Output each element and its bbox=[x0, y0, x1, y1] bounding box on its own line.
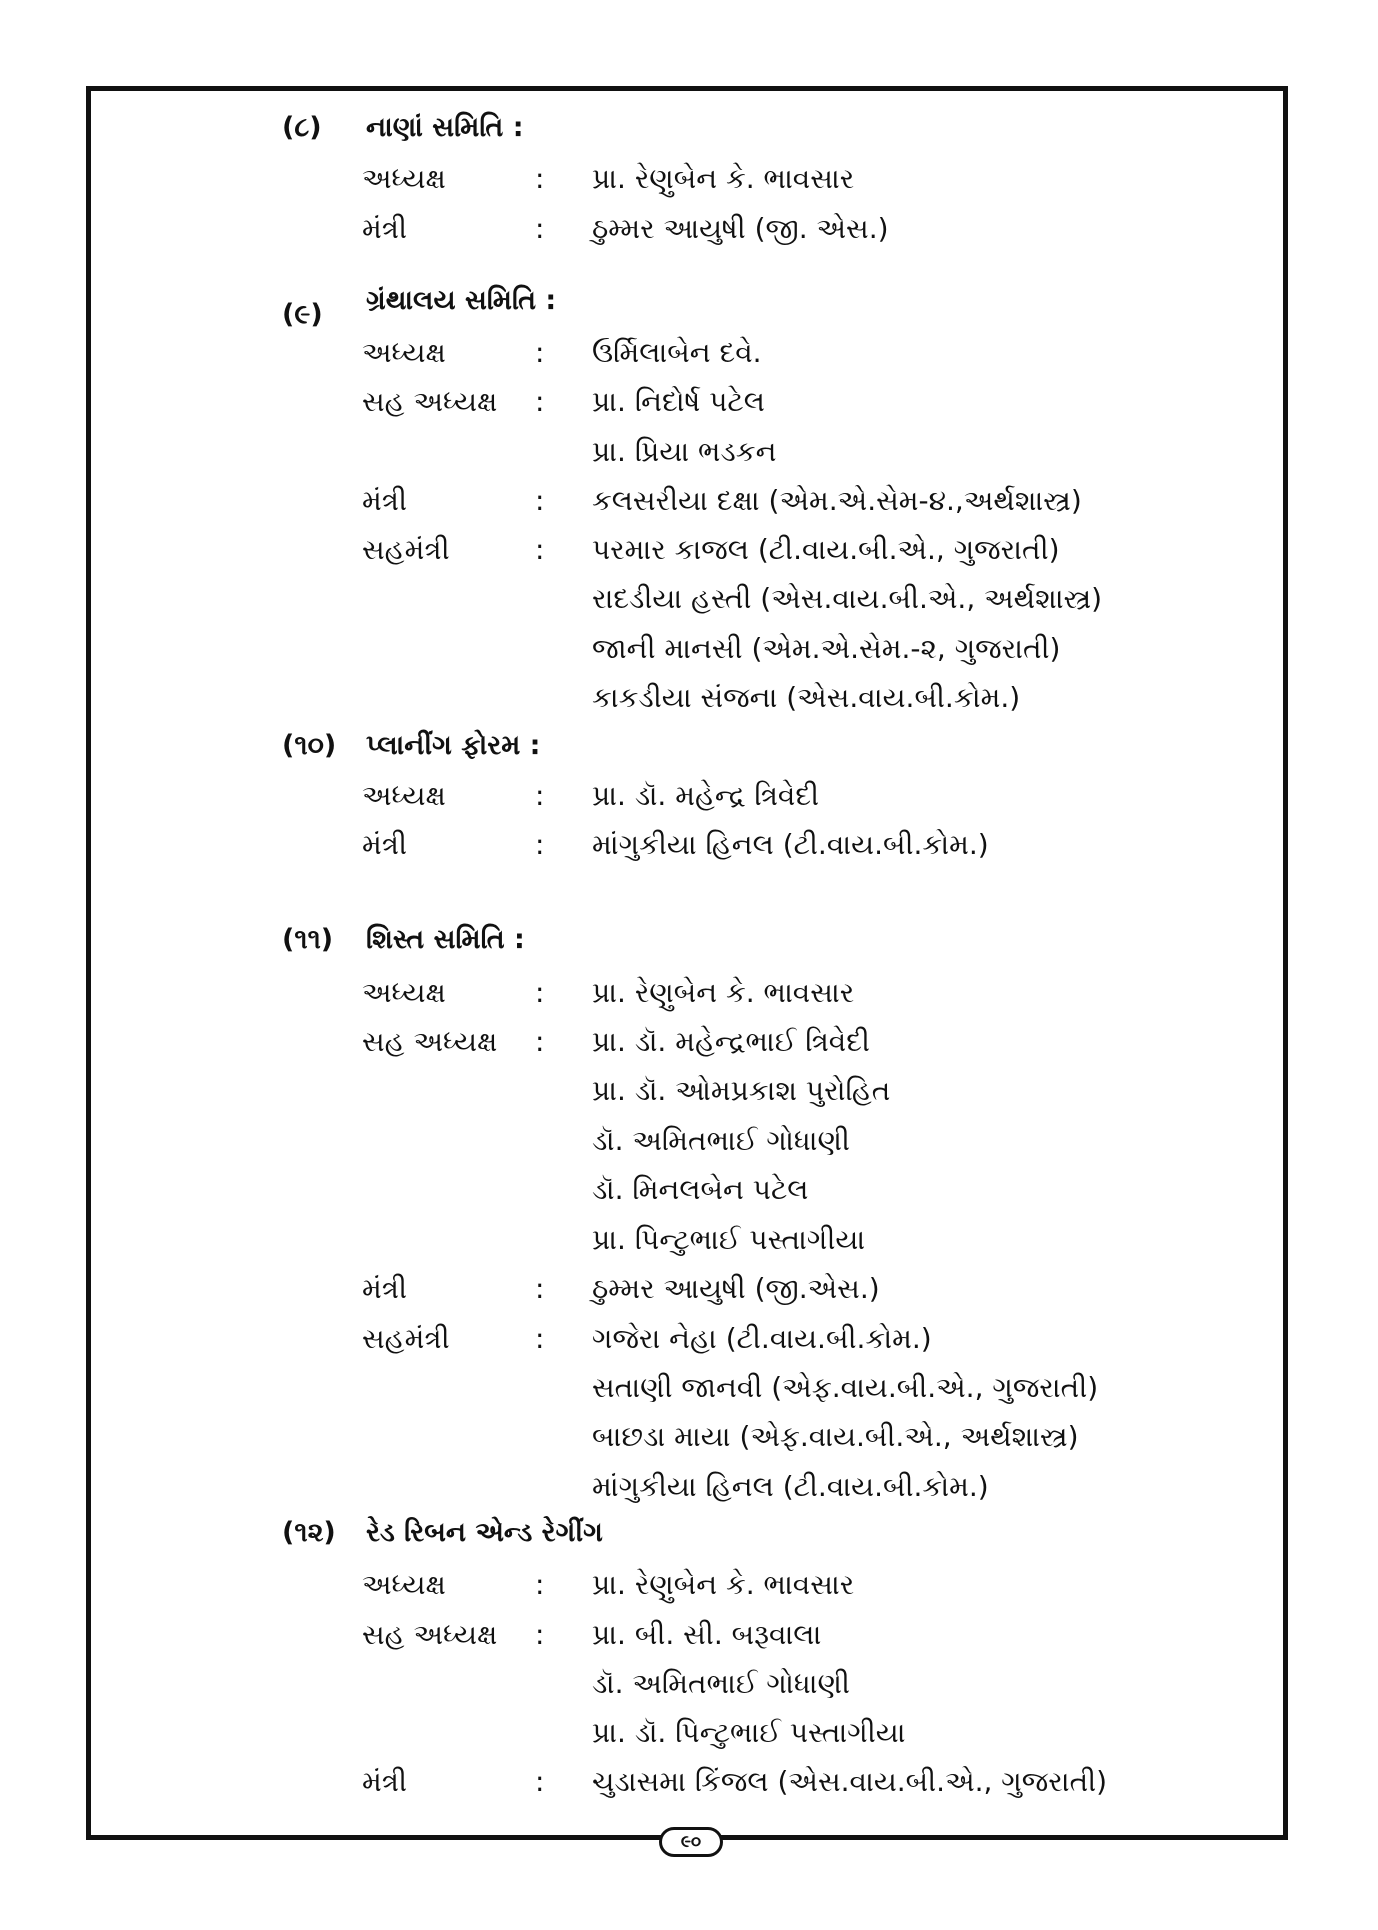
separator-colon: : bbox=[535, 1025, 545, 1058]
separator-colon: : bbox=[535, 828, 545, 861]
member-name: પ્રા. રેણુબેન કે. ભાવસાર bbox=[592, 1568, 855, 1601]
section-heading bbox=[282, 285, 557, 330]
separator-colon: : bbox=[535, 779, 545, 812]
member-name: પ્રા. નિદોર્ષ પટેલ bbox=[592, 385, 765, 418]
separator-colon: : bbox=[535, 1568, 545, 1601]
section-heading bbox=[282, 924, 525, 956]
section-number: (૧૦) bbox=[282, 730, 337, 761]
member-name: પ્રા. પ્રિયા ભડકન bbox=[592, 435, 777, 468]
member-name: ડૉ. અમિતભાઈ ગોધાણી bbox=[592, 1667, 850, 1700]
member-name: ઠુમ્મર આયુષી (જી.એસ.) bbox=[592, 1272, 880, 1305]
member-name: રાદડીયા હસ્તી (એસ.વાય.બી.એ., અર્થશાસ્ત્ર) bbox=[592, 582, 1103, 615]
separator-colon: : bbox=[535, 212, 545, 245]
member-role: મંત્રી bbox=[362, 484, 407, 517]
separator-colon: : bbox=[535, 1765, 545, 1798]
member-name: પ્રા. ડૉ. ઓમપ્રકાશ પુરોહિત bbox=[592, 1074, 891, 1107]
member-name: પ્રા. પિન્ટુભાઈ પસ્તાગીયા bbox=[592, 1223, 866, 1256]
member-name: માંગુકીયા હિનલ (ટી.વાય.બી.કોમ.) bbox=[592, 1470, 989, 1503]
separator-colon: : bbox=[535, 385, 545, 418]
separator-colon: : bbox=[535, 336, 545, 369]
section-title: નાણાં સમિતિ : bbox=[366, 112, 524, 143]
member-role: સહ અધ્યક્ષ bbox=[362, 385, 498, 418]
section-heading bbox=[282, 112, 524, 144]
member-name: બાછડા માયા (એફ.વાય.બી.એ., અર્થશાસ્ત્ર) bbox=[592, 1420, 1079, 1453]
section-title: પ્લાનીંગ ફોરમ : bbox=[366, 730, 541, 761]
member-name: ડૉ. અમિતભાઈ ગોધાણી bbox=[592, 1124, 850, 1157]
member-name: સતાણી જાનવી (એફ.વાય.બી.એ., ગુજરાતી) bbox=[592, 1371, 1099, 1404]
separator-colon: : bbox=[535, 533, 545, 566]
member-name: પ્રા. રેણુબેન કે. ભાવસાર bbox=[592, 162, 855, 195]
member-role: મંત્રી bbox=[362, 1765, 407, 1798]
member-role: સહમંત્રી bbox=[362, 1322, 450, 1355]
separator-colon: : bbox=[535, 1618, 545, 1651]
separator-colon: : bbox=[535, 976, 545, 1009]
member-name: ચુડાસમા કિંજલ (એસ.વાય.બી.એ., ગુજરાતી) bbox=[592, 1765, 1108, 1798]
member-role: મંત્રી bbox=[362, 828, 407, 861]
member-name: કલસરીયા દક્ષા (એમ.એ.સેમ-૪.,અર્થશાસ્ત્ર) bbox=[592, 484, 1082, 517]
member-role: મંત્રી bbox=[362, 212, 407, 245]
section-number: (૮) bbox=[282, 112, 322, 143]
member-name: કાકડીયા સંજના (એસ.વાય.બી.કોમ.) bbox=[592, 681, 1021, 714]
member-role: મંત્રી bbox=[362, 1272, 407, 1305]
member-name: જાની માનસી (એમ.એ.સેમ.-૨, ગુજરાતી) bbox=[592, 632, 1061, 665]
member-name: ડૉ. મિનલબેન પટેલ bbox=[592, 1173, 809, 1206]
member-name: ગજેરા નેહા (ટી.વાય.બી.કોમ.) bbox=[592, 1322, 932, 1355]
member-name: ઉર્મિલાબેન દવે. bbox=[592, 336, 762, 369]
section-number: (૧૨) bbox=[282, 1517, 336, 1548]
section-title: શિસ્ત સમિતિ : bbox=[366, 924, 525, 955]
member-name: પ્રા. રેણુબેન કે. ભાવસાર bbox=[592, 976, 855, 1009]
section-heading bbox=[282, 730, 540, 762]
member-role: સહ અધ્યક્ષ bbox=[362, 1618, 498, 1651]
separator-colon: : bbox=[535, 162, 545, 195]
member-name: ઠુમ્મર આયુષી (જી. એસ.) bbox=[592, 212, 889, 245]
member-role: અધ્યક્ષ bbox=[362, 976, 446, 1009]
member-role: અધ્યક્ષ bbox=[362, 779, 446, 812]
separator-colon: : bbox=[535, 1322, 545, 1355]
member-name: પ્રા. ડૉ. મહેન્દ્રભાઈ ત્રિવેદી bbox=[592, 1025, 870, 1058]
separator-colon: : bbox=[535, 1272, 545, 1305]
member-role: સહ અધ્યક્ષ bbox=[362, 1025, 498, 1058]
member-role: અધ્યક્ષ bbox=[362, 162, 446, 195]
member-role: સહમંત્રી bbox=[362, 533, 450, 566]
member-role: અધ્યક્ષ bbox=[362, 336, 446, 369]
member-name: પ્રા. બી. સી. બરૂવાલા bbox=[592, 1618, 822, 1651]
section-title: રેડ રિબન એન્ડ રેગીંગ bbox=[366, 1517, 603, 1548]
member-name: પરમાર કાજલ (ટી.વાય.બી.એ., ગુજરાતી) bbox=[592, 533, 1060, 566]
section-heading bbox=[282, 1517, 603, 1549]
separator-colon: : bbox=[535, 484, 545, 517]
member-name: માંગુકીયા હિનલ (ટી.વાય.બી.કોમ.) bbox=[592, 828, 989, 861]
page-number: ૯૦ bbox=[659, 1827, 723, 1857]
member-name: પ્રા. ડૉ. પિન્ટુભાઈ પસ્તાગીયા bbox=[592, 1716, 906, 1749]
section-number: (૧૧) bbox=[282, 924, 334, 955]
section-number: (૯) bbox=[282, 299, 323, 330]
member-role: અધ્યક્ષ bbox=[362, 1568, 446, 1601]
member-name: પ્રા. ડૉ. મહેન્દ્ર ત્રિવેદી bbox=[592, 779, 820, 812]
section-title: ગ્રંથાલય સમિતિ : bbox=[366, 285, 557, 316]
